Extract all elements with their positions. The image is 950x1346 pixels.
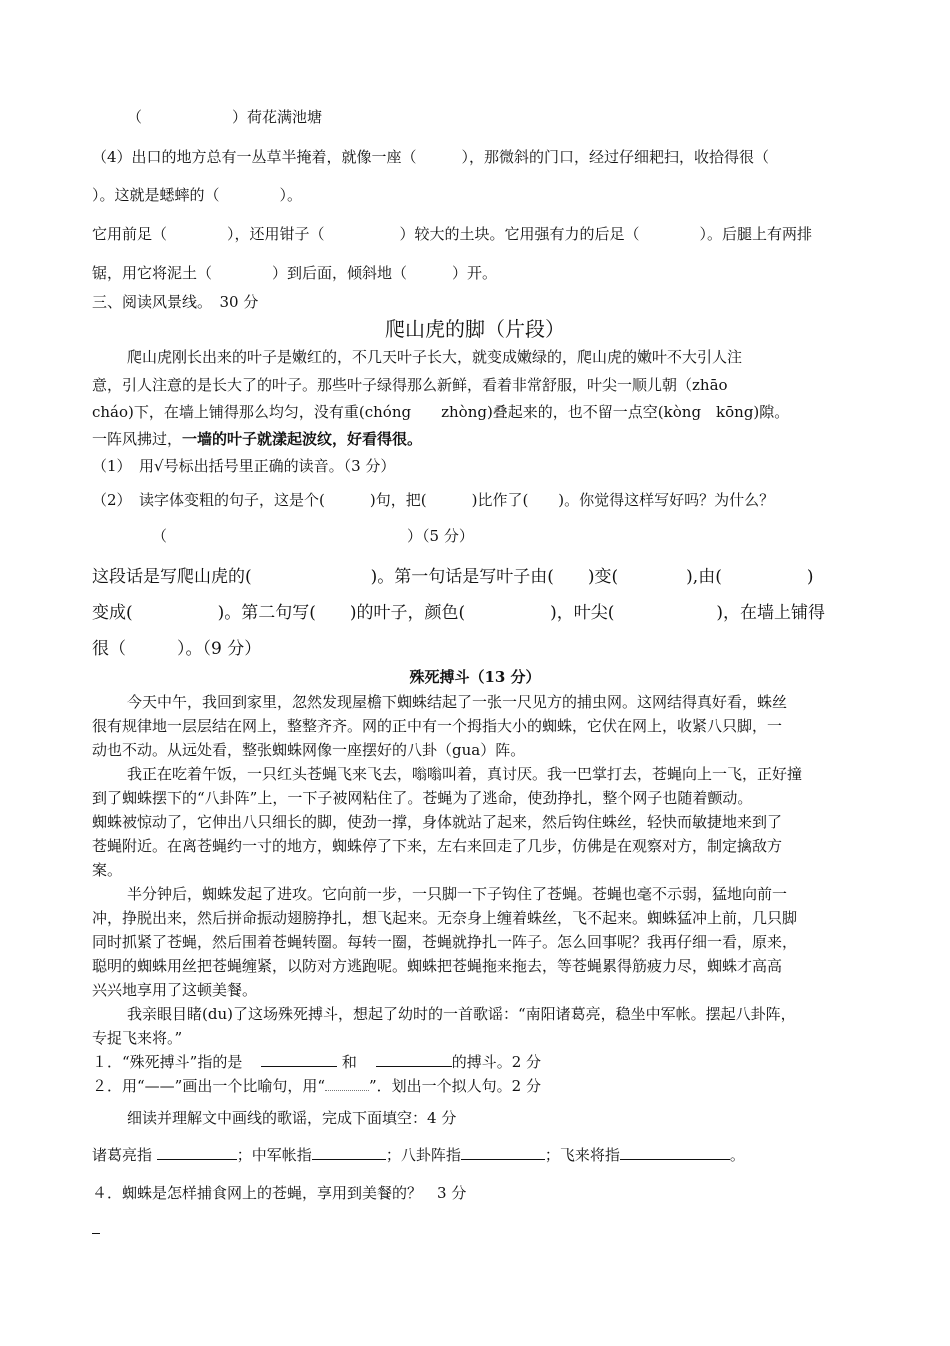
passage-1-plain-text: 一阵风拂过，	[92, 430, 183, 448]
passage-2-line: 今天中午，我回到家里，忽然发现屋檐下蜘蛛结起了一张一尺见方的捕虫网。这网结得真好看，蛛丝	[127, 693, 788, 711]
passage-2-line: 同时抓紧了苍蝇，然后围着苍蝇转圈。每转一圈，苍蝇就挣扎一阵子。怎么回事呢？我再仔细一看，原来，	[92, 933, 798, 951]
passage-1-line-4	[92, 428, 422, 449]
fill-end-mark: 。	[729, 1146, 745, 1164]
answer-blank[interactable]	[261, 1052, 337, 1067]
passage-2-title: 殊死搏斗（13 分）	[409, 668, 541, 686]
fill-label-general: ；飞来将指	[544, 1146, 620, 1164]
passage-2-question-2	[92, 1075, 541, 1096]
question-2-text-end: ”．划出一个拟人句。2 分	[369, 1077, 541, 1095]
passage-2-line: 动也不动。从远处看，整张蜘蛛网像一座摆好的八卦（gua）阵。	[92, 741, 526, 759]
answer-blank[interactable]	[461, 1145, 545, 1160]
bold-sentence: 一墙的叶子就漾起波纹，好看得很。	[182, 430, 423, 448]
answer-blank[interactable]	[376, 1052, 452, 1067]
fill-label-zhuge: 诸葛亮指	[92, 1146, 153, 1164]
passage-1-title: 爬山虎的脚（片段）	[385, 317, 565, 341]
passage-2-line: 兴兴地享用了这顿美餐。	[92, 981, 258, 999]
fill-label-tent: ；中军帐指	[236, 1146, 312, 1164]
passage-2-line: 我正在吃着午饭，一只红头苍蝇飞来飞去，嗡嗡叫着，真讨厌。我一巴掌打去，苍蝇向上一飞，正好撞	[127, 765, 803, 783]
section-3-heading: 三、阅读风景线。 30 分	[92, 293, 259, 311]
question-4-line-4: 锯，用它将泥土（ ）到后面，倾斜地（ ）开。	[92, 264, 498, 282]
passage-1-line-3: cháo)下，在墙上铺得那么均匀，没有重(chóng zhòng)叠起来的，也不留一点空(kòng kōng)隙。	[92, 403, 790, 421]
passage-2-question-3: 细读并理解文中画线的歌谣，完成下面填空：4 分	[127, 1109, 457, 1127]
wavy-underline-sample	[325, 1080, 369, 1091]
passage-1-question-2-answer: （ ）（5 分）	[152, 527, 474, 545]
passage-2-line: 蜘蛛被惊动了，它伸出八只细长的脚，使劲一撑，身体就站了起来，然后钩住蛛丝，轻快而敏捷地来到了	[92, 813, 783, 831]
passage-2-line: 我亲眼目睹(du)了这场殊死搏斗，想起了幼时的一首歌谣：“南阳诸葛亮，稳坐中军帐。摆起八卦阵，	[127, 1005, 796, 1023]
question-4-line-2: ）。这就是蟋蟀的（ ）。	[92, 186, 303, 204]
question-1-points: 的搏斗。2 分	[451, 1053, 542, 1071]
passage-1-question-3-line-3: 很（ ）。（9 分）	[92, 639, 262, 659]
question-1-text: １．“殊死搏斗”指的是	[92, 1053, 243, 1071]
page-end-mark	[92, 1233, 100, 1234]
passage-2-question-4: ４．蜘蛛是怎样捕食网上的苍蝇，享用到美餐的？ 3 分	[92, 1184, 467, 1202]
passage-1-line-2: 意，引人注意的是长大了的叶子。那些叶子绿得那么新鲜，看着非常舒服，叶尖一顺儿朝（zhāo	[92, 376, 728, 394]
answer-blank[interactable]	[620, 1145, 730, 1160]
answer-blank[interactable]	[312, 1145, 386, 1160]
passage-2-line: 半分钟后，蜘蛛发起了进攻。它向前一步，一只脚一下子钩住了苍蝇。苍蝇也毫不示弱，猛地向前一	[127, 885, 788, 903]
passage-1-question-3-line-1: 这段话是写爬山虎的( )。第一句话是写叶子由( )变( ),由( )	[92, 567, 814, 587]
answer-blank[interactable]	[157, 1145, 237, 1160]
question-4-line-1: （4）出口的地方总有一丛草半掩着，就像一座（ ），那微斜的门口，经过仔细耙扫，收拾得很（	[92, 148, 770, 166]
passage-1-question-2: （2） 读字体变粗的句子，这是个( )句，把( )比作了( )。你觉得这样写好吗？为什么？	[92, 491, 775, 509]
passage-2-line: 冲，挣脱出来，然后拼命振动翅膀挣扎，想飞起来。无奈身上缠着蛛丝，飞不起来。蜘蛛猛冲上前，几只脚	[92, 909, 798, 927]
passage-2-question-1	[92, 1051, 541, 1072]
passage-2-line: 到了蜘蛛摆下的“八卦阵”上，一下子被网粘住了。苍蝇为了逃命，使劲挣扎，整个网子也随着颤动。	[92, 789, 753, 807]
passage-2-line: 很有规律地一层层结在网上，整整齐齐。网的正中有一个拇指大小的蜘蛛，它伏在网上，收紧八只脚，一	[92, 717, 783, 735]
passage-2-line: 苍蝇附近。在离苍蝇约一寸的地方，蜘蛛停了下来，左右来回走了几步，仿佛是在观察对方，制定擒敌方	[92, 837, 783, 855]
passage-2-fill-line	[92, 1144, 745, 1165]
passage-1-question-3-line-2: 变成( )。第二句写( )的叶子，颜色( )，叶尖( )，在墙上铺得	[92, 603, 826, 623]
fill-label-formation: ；八卦阵指	[385, 1146, 461, 1164]
blank-line-lotus: （ ）荷花满池塘	[127, 108, 323, 126]
question-1-and: 和	[341, 1053, 357, 1071]
question-2-text: ２．用“——”画出一个比喻句，用“	[92, 1077, 326, 1095]
passage-2-line: 案。	[92, 861, 123, 879]
passage-2-line: 专捉飞来将。”	[92, 1029, 183, 1047]
passage-2-line: 聪明的蜘蛛用丝把苍蝇缠紧，以防对方逃跑呢。蜘蛛把苍蝇拖来拖去，等苍蝇累得筋疲力尽，蜘蛛才高高	[92, 957, 783, 975]
passage-1-line-1: 爬山虎刚长出来的叶子是嫩红的，不几天叶子长大，就变成嫩绿的，爬山虎的嫩叶不大引人注	[127, 348, 743, 366]
question-4-line-3: 它用前足（ ），还用钳子（ ）较大的土块。它用强有力的后足（ ）。后腿上有两排	[92, 225, 813, 243]
passage-1-question-1: （1） 用√号标出括号里正确的读音。（3 分）	[92, 457, 396, 475]
